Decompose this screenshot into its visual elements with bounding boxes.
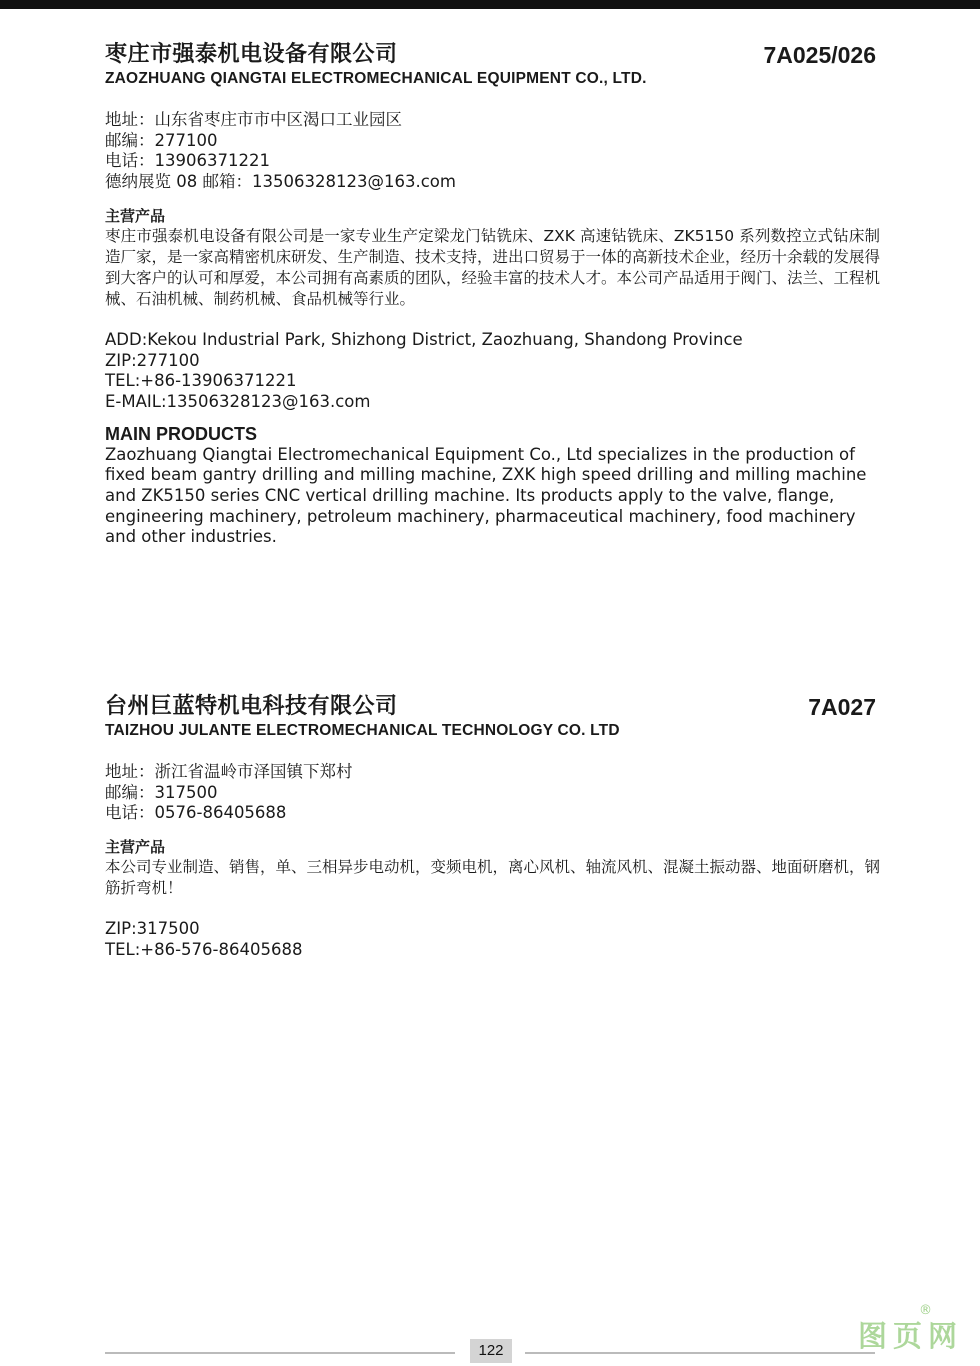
products-description-cn: 本公司专业制造、销售，单、三相异步电动机，变频电机，离心风机、轴流风机、混凝土振动器、地面研磨机，钢筋折弯机！: [105, 858, 881, 898]
postcode-cn: 邮编：277100: [105, 130, 218, 150]
company-name-cn: 台州巨蓝特机电科技有限公司: [105, 694, 398, 719]
products-description-en: Zaozhuang Qiangtai Electromechanical Equipment Co., Ltd specializes in the production of fixed beam gantry drilling and milling machine, ZXK high speed drilling and milling machine and ZK5150 series CNC vertical drilling machine. Its products apply to the valve, flange, engineering machinery, petroleum machinery, pharmaceutical machinery, food machinery and other industries.: [105, 444, 867, 547]
company-name-en: TAIZHOU JULANTE ELECTROMECHANICAL TECHNOLOGY CO. LTD: [105, 722, 620, 739]
footer-rule-left: [105, 1352, 455, 1354]
tel-en: TEL:+86-13906371221: [105, 371, 297, 391]
contact-info-en: [105, 919, 880, 960]
zip-en: ZIP:277100: [105, 350, 200, 370]
title-row: [105, 40, 880, 70]
company-name-en: ZAOZHUANG QIANGTAI ELECTROMECHANICAL EQUIPMENT CO., LTD.: [105, 70, 647, 87]
company-name-cn: 枣庄市强泰机电设备有限公司: [105, 42, 398, 67]
address-cn: 地址：浙江省温岭市泽国镇下郑村: [105, 762, 353, 781]
zip-en: ZIP:317500: [105, 919, 200, 939]
contact-info-cn: [105, 762, 880, 824]
watermark-logo: 图页网: [858, 1319, 964, 1353]
booth-number: 7A025/026: [763, 42, 876, 68]
phone-cn: 电话：13906371221: [105, 151, 270, 171]
address-en: ADD:Kekou Industrial Park, Shizhong District, Zaozhuang, Shandong Province: [105, 329, 743, 349]
tel-en: TEL:+86-576-86405688: [105, 939, 303, 959]
postcode-cn: 邮编：317500: [105, 782, 218, 802]
contact-info-en: [105, 330, 880, 413]
phone-cn: 电话：0576-86405688: [105, 803, 287, 823]
footer-rule-right: [525, 1352, 875, 1354]
email-cn: 德纳展览 08 邮箱：13506328123@163.com: [105, 172, 456, 192]
address-cn: 地址：山东省枣庄市市中区渴口工业园区: [105, 110, 402, 129]
products-heading-cn: 主营产品: [105, 838, 166, 857]
products-heading-cn: 主营产品: [105, 206, 166, 225]
page-number: 122: [470, 1339, 512, 1363]
top-rule: [0, 0, 980, 9]
email-en: E-MAIL:13506328123@163.com: [105, 391, 371, 411]
products-description-cn: 枣庄市强泰机电设备有限公司是一家专业生产定梁龙门钻铣床、ZXK 高速钻铣床、ZK5150 系列数控立式钻床制造厂家，是一家高精密机床研发、生产制造、技术支持，进出口贸易于一体的高新技术企业，经历十余载的发展得到大客户的认可和厚爱，本公司拥有高素质的团队，经验丰富的技术人才。本公司产品适用于阀门、法兰、工程机械、石油机械、制药机械、食品机械等行业。: [105, 226, 881, 308]
registered-mark: ®: [919, 1303, 932, 1318]
main-products-heading: MAIN PRODUCTS: [105, 423, 257, 444]
company-entry-julante: [105, 692, 880, 961]
booth-number: 7A027: [808, 694, 876, 720]
contact-info-cn: [105, 110, 880, 193]
title-row: [105, 692, 880, 722]
company-entry-qiangtai: [105, 40, 880, 548]
